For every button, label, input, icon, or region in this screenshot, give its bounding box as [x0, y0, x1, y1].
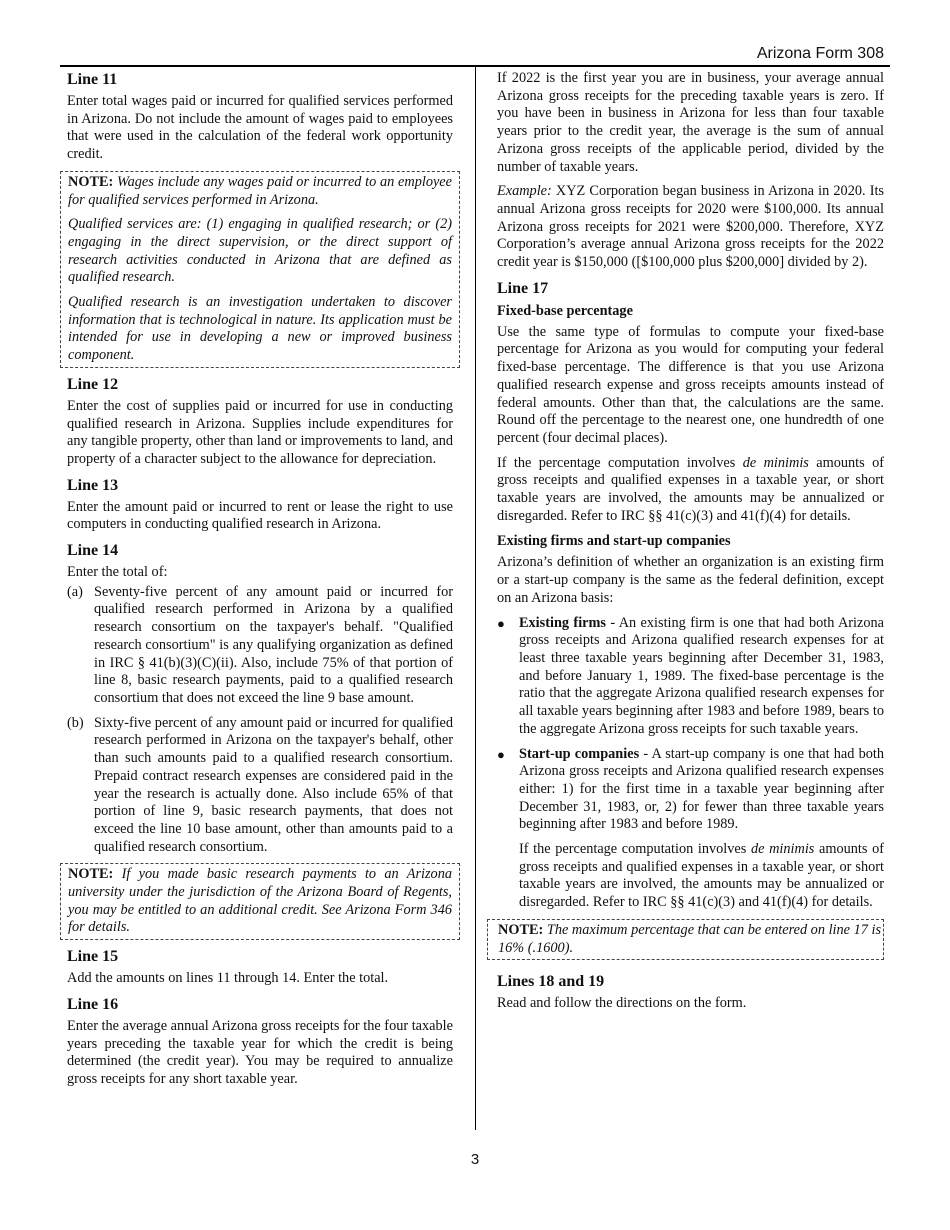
- example-paragraph: [497, 183, 884, 272]
- line-17-paragraph-2: [497, 455, 884, 526]
- note-text: The maximum percentage that can be entered on line 17 is 16% (.1600).: [498, 921, 882, 956]
- text-span: If the percentage computation involves: [497, 454, 743, 471]
- line-12-body: Enter the cost of supplies paid or incurred for use in conducting qualified research in Arizona. Supplies include expenditures for any tangible property, other than land or improvements to land, and property of a character subject to the allowance for depreciation.: [67, 397, 453, 467]
- note-text: Wages include any wages paid or incurred to an employee for qualified services performed in Arizona.: [68, 173, 453, 208]
- note-text: If you made basic research payments to an Arizona university under the jurisdiction of the Arizona Board of Regents, you may be entitled to an additional credit. See Arizona Form 346 for details.: [68, 866, 452, 936]
- qualified-research-text: Qualified research is an investigation undertaken to discover information that is technological in nature. Its application must be intended for use in developing a new or improved business component.: [68, 294, 452, 364]
- line-11-section: [67, 70, 453, 368]
- line-17-section: [497, 279, 884, 961]
- bullet-label: Start-up companies: [519, 745, 640, 762]
- start-up-followup: [519, 841, 884, 912]
- lines-18-19-body: Read and follow the directions on the form.: [497, 995, 747, 1012]
- line-13-body: Enter the amount paid or incurred to rent or lease the right to use computers in conducting qualified research in Arizona.: [67, 498, 453, 533]
- list-marker: (b): [67, 714, 84, 731]
- qualified-services-text: Qualified services are: (1) engaging in qualified research; or (2) engaging in the direct supervision, or the direct support of research activities conducted in Arizona that are defined as qualified research.: [68, 216, 452, 286]
- line-17-paragraph-1: Use the same type of formulas to compute your fixed-base percentage for Arizona as you would for computing your federal fixed-base percentage. The difference is that you use Arizona qualified research expense and gross receipts amounts instead of federal amounts. Other than that, the calculations are the same. Round off the percentage to the nearest one, one hundredth of one percent (four decimal places).: [497, 323, 884, 446]
- text-span: amounts of gross receipts and qualified expenses in a taxable year, or short taxable years are involved, the amounts may be annualized or disregarded. Refer to IRC §§ 41(c)(3) and 41(f)(4) for details.: [497, 454, 884, 524]
- line-13-section: [67, 476, 453, 534]
- line-12-section: [67, 375, 453, 469]
- line-14-note: [60, 863, 460, 940]
- list-marker: (a): [67, 583, 83, 600]
- list-item-text: Sixty-five percent of any amount paid or incurred for qualified research performed in Arizona on the taxpayer's behalf, other than such amounts paid to a qualified research consortium. Prepaid contract research expenses are considered paid in the year the research is actually done. Also include 65% of that portion of line 9, basic research payments, that does not exceed the line 10 base amount, other than amounts paid to a qualified research consortium.: [94, 714, 453, 855]
- bullet-icon: ●: [497, 746, 505, 762]
- text-span: If the percentage computation involves: [519, 841, 751, 858]
- fixed-base-subheading: Fixed-base percentage: [497, 302, 633, 319]
- bullet-icon: ●: [497, 615, 505, 631]
- line-15-heading: Line 15: [67, 948, 119, 966]
- line-15-body: Add the amounts on lines 11 through 14. Enter the total.: [67, 970, 389, 987]
- line-17-heading: Line 17: [497, 279, 549, 297]
- lines-18-19-section: [497, 972, 884, 1013]
- line-11-body: Enter total wages paid or incurred for qualified services performed in Arizona. Do not include the amount of wages paid to employees that were used in the calculation of the federal work opportunity credit.: [67, 93, 453, 163]
- bullet-text: [519, 746, 884, 835]
- left-column: [67, 70, 453, 1096]
- example-text: XYZ Corporation began business in Arizona in 2020. Its annual Arizona gross receipts for 2020 were $100,000. Its annual Arizona gross receipts for 2021 were $200,000. Therefore, XYZ Corporation’s average annual Arizona gross receipts for the 2022 credit year is $150,000 ([$100,000 plus $200,000] divided by 2).: [497, 183, 884, 271]
- page-number: 3: [470, 1151, 480, 1168]
- form-title: Arizona Form 308: [756, 45, 884, 62]
- list-item-text: Seventy-five percent of any amount paid or incurred for qualified research performed in Arizona by a qualified research consortium on the taxpayer's behalf. "Qualified research consortium" is any qualifying organization as defined in IRC § 41(b)(3)(C)(ii). Also, include 75% of that portion of line 8, basic research payments, paid to a qualified research consortium that does not exceed the line 9 base amount.: [94, 583, 453, 706]
- note-label: NOTE:: [68, 866, 114, 883]
- line-15-section: [67, 947, 453, 988]
- note-label: NOTE:: [498, 921, 544, 938]
- line-16-section: [67, 995, 453, 1089]
- line-13-heading: Line 13: [67, 476, 119, 494]
- line-17-note: [487, 919, 884, 960]
- bullet-label: Existing firms: [519, 614, 606, 631]
- list-item: [67, 584, 453, 708]
- bullet-body: - A start-up company is one that had both Arizona gross receipts and Arizona qualified research expenses either: 1) for the first time in a taxable year beginning after December 31, 1983, or, 2) for fewer than three taxable years beginning after 1983 and before 1989.: [519, 745, 885, 833]
- text-emphasis: de minimis: [750, 841, 815, 858]
- column-divider: [475, 67, 476, 1130]
- bullet-body: - An existing firm is one that had both Arizona gross receipts and Arizona qualified research expenses for at least three taxable years beginning after December 31, 1983, and before January 1, 1989. The fixed-base percentage is the ratio that the aggregate Arizona qualified research expenses for all taxable years beginning after 1983 and before 1989, bears to the aggregate Arizona gross receipts for such taxable years.: [519, 614, 884, 737]
- bullet-item-start-up: [497, 746, 884, 835]
- line-16-heading: Line 16: [67, 995, 119, 1013]
- line-14-intro: Enter the total of:: [67, 564, 168, 581]
- bullet-text: [519, 615, 884, 739]
- line-16-body: Enter the average annual Arizona gross receipts for the four taxable years preceding the taxable year for which the credit is being determined (the credit year). You may be required to annualize gross receipts for any short taxable year.: [67, 1017, 453, 1087]
- line-11-note: [60, 171, 460, 368]
- line-11-heading: Line 11: [67, 71, 118, 88]
- example-label: Example:: [497, 183, 552, 200]
- text-span: amounts of gross receipts and qualified expenses in a taxable year, or short taxable years are involved, the amounts may be annualized or disregarded. Refer to IRC §§ 41(c)(3) and 41(f)(4) for details.: [519, 841, 884, 911]
- text-emphasis: de minimis: [742, 454, 809, 471]
- line-17-paragraph-3: Arizona’s definition of whether an organization is an existing firm or a start-up company is the same as the federal definition, except on an Arizona basis:: [497, 554, 884, 606]
- note-label: NOTE:: [68, 173, 114, 190]
- lines-18-19-heading: Lines 18 and 19: [497, 973, 605, 991]
- line-16-continued: If 2022 is the first year you are in business, your average annual Arizona gross receipts for the preceding taxable years is zero. If you have been in business in Arizona for less than four taxable years prior to the credit year, the average is the sum of annual Arizona gross receipts of the applicable period, divided by the number of taxable years.: [497, 70, 884, 175]
- right-column: [497, 70, 884, 1020]
- list-item: [67, 715, 453, 857]
- bullet-item-existing-firms: [497, 615, 884, 739]
- line-14-section: [67, 541, 453, 940]
- line-12-heading: Line 12: [67, 375, 119, 393]
- line-14-heading: Line 14: [67, 542, 119, 560]
- firms-subheading: Existing firms and start-up companies: [497, 533, 731, 550]
